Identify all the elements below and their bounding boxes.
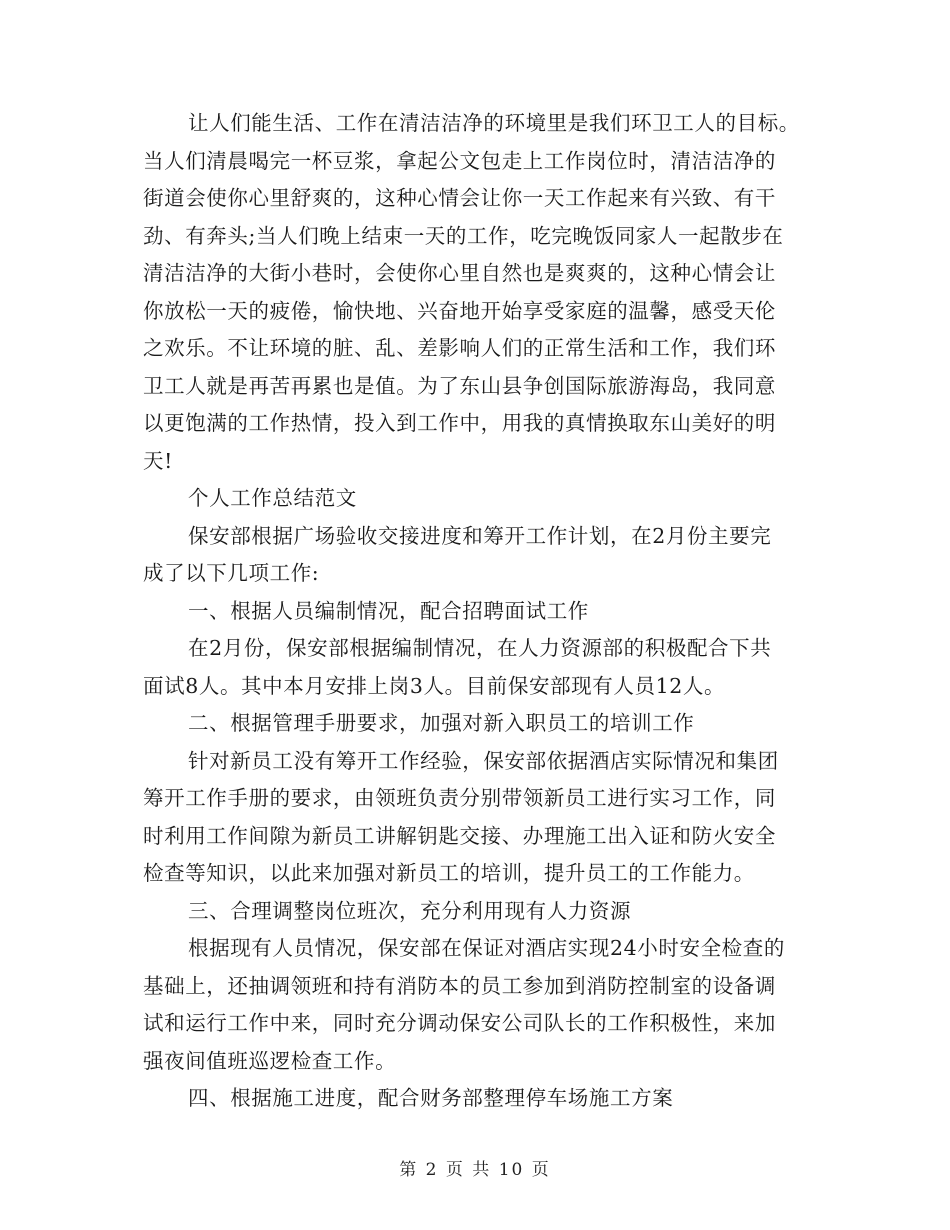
page-footer (0, 1155, 950, 1180)
text-line: 在2月份，保安部根据编制情况，在人力资源部的积极配合下共 (188, 636, 772, 660)
text-line: 让人们能生活、工作在清洁洁净的环境里是我们环卫工人的目标。 (188, 111, 800, 135)
text-line: 针对新员工没有筹开工作经验，保安部依据酒店实际情况和集团 (188, 748, 779, 773)
text-line: 个人工作总结范文 (188, 486, 357, 510)
text-line: 根据现有人员情况，保安部在保证对酒店实现24小时安全检查的 (188, 936, 785, 960)
page-number-label: 第 2 页 共 10 页 (399, 1160, 551, 1180)
text-line: 劲、有奔头;当人们晚上结束一天的工作，吃完晚饭同家人一起散步在 (143, 223, 784, 248)
text-line: 一、根据人员编制情况，配合招聘面试工作 (188, 598, 589, 623)
text-line: 试和运行工作中来，同时充分调动保安公司队长的工作积极性，来加 (143, 1011, 776, 1035)
text-line: 街道会使你心里舒爽的，这种心情会让你一天工作起来有兴致、有干 (143, 186, 776, 210)
text-line: 强夜间值班巡逻检查工作。 (143, 1048, 397, 1073)
text-line: 以更饱满的工作热情，投入到工作中，用我的真情换取东山美好的明 (143, 411, 776, 435)
text-line: 三、合理调整岗位班次，充分利用现有人力资源 (188, 898, 632, 923)
text-line: 清洁洁净的大街小巷时，会使你心里自然也是爽爽的，这种心情会让 (143, 261, 776, 285)
text-line: 成了以下几项工作: (143, 561, 320, 585)
text-line: 筹开工作手册的要求，由领班负责分别带领新员工进行实习工作，同 (143, 786, 776, 810)
text-line: 面试8人。其中本月安排上岗3人。目前保安部现有人员12人。 (143, 673, 726, 698)
text-line: 你放松一天的疲倦，愉快地、兴奋地开始享受家庭的温馨，感受天伦 (143, 298, 776, 323)
text-line: 二、根据管理手册要求，加强对新入职员工的培训工作 (188, 711, 695, 735)
text-line: 时利用工作间隙为新员工讲解钥匙交接、办理施工出入证和防火安全 (143, 823, 776, 848)
text-line: 当人们清晨喝完一杯豆浆，拿起公文包走上工作岗位时，清洁洁净的 (143, 148, 776, 173)
text-line: 天! (143, 448, 173, 473)
text-line: 保安部根据广场验收交接进度和筹开工作计划，在2月份主要完 (188, 523, 772, 548)
document-body (143, 105, 823, 1118)
text-line: 检查等知识，以此来加强对新员工的培训，提升员工的工作能力。 (143, 861, 755, 885)
text-line: 卫工人就是再苦再累也是值。为了东山县争创国际旅游海岛，我同意 (143, 373, 776, 398)
text-line: 之欢乐。不让环境的脏、乱、差影响人们的正常生活和工作，我们环 (143, 336, 776, 360)
text-line: 基础上，还抽调领班和持有消防本的员工参加到消防控制室的设备调 (143, 973, 776, 998)
text-line: 四、根据施工进度，配合财务部整理停车场施工方案 (188, 1086, 674, 1110)
